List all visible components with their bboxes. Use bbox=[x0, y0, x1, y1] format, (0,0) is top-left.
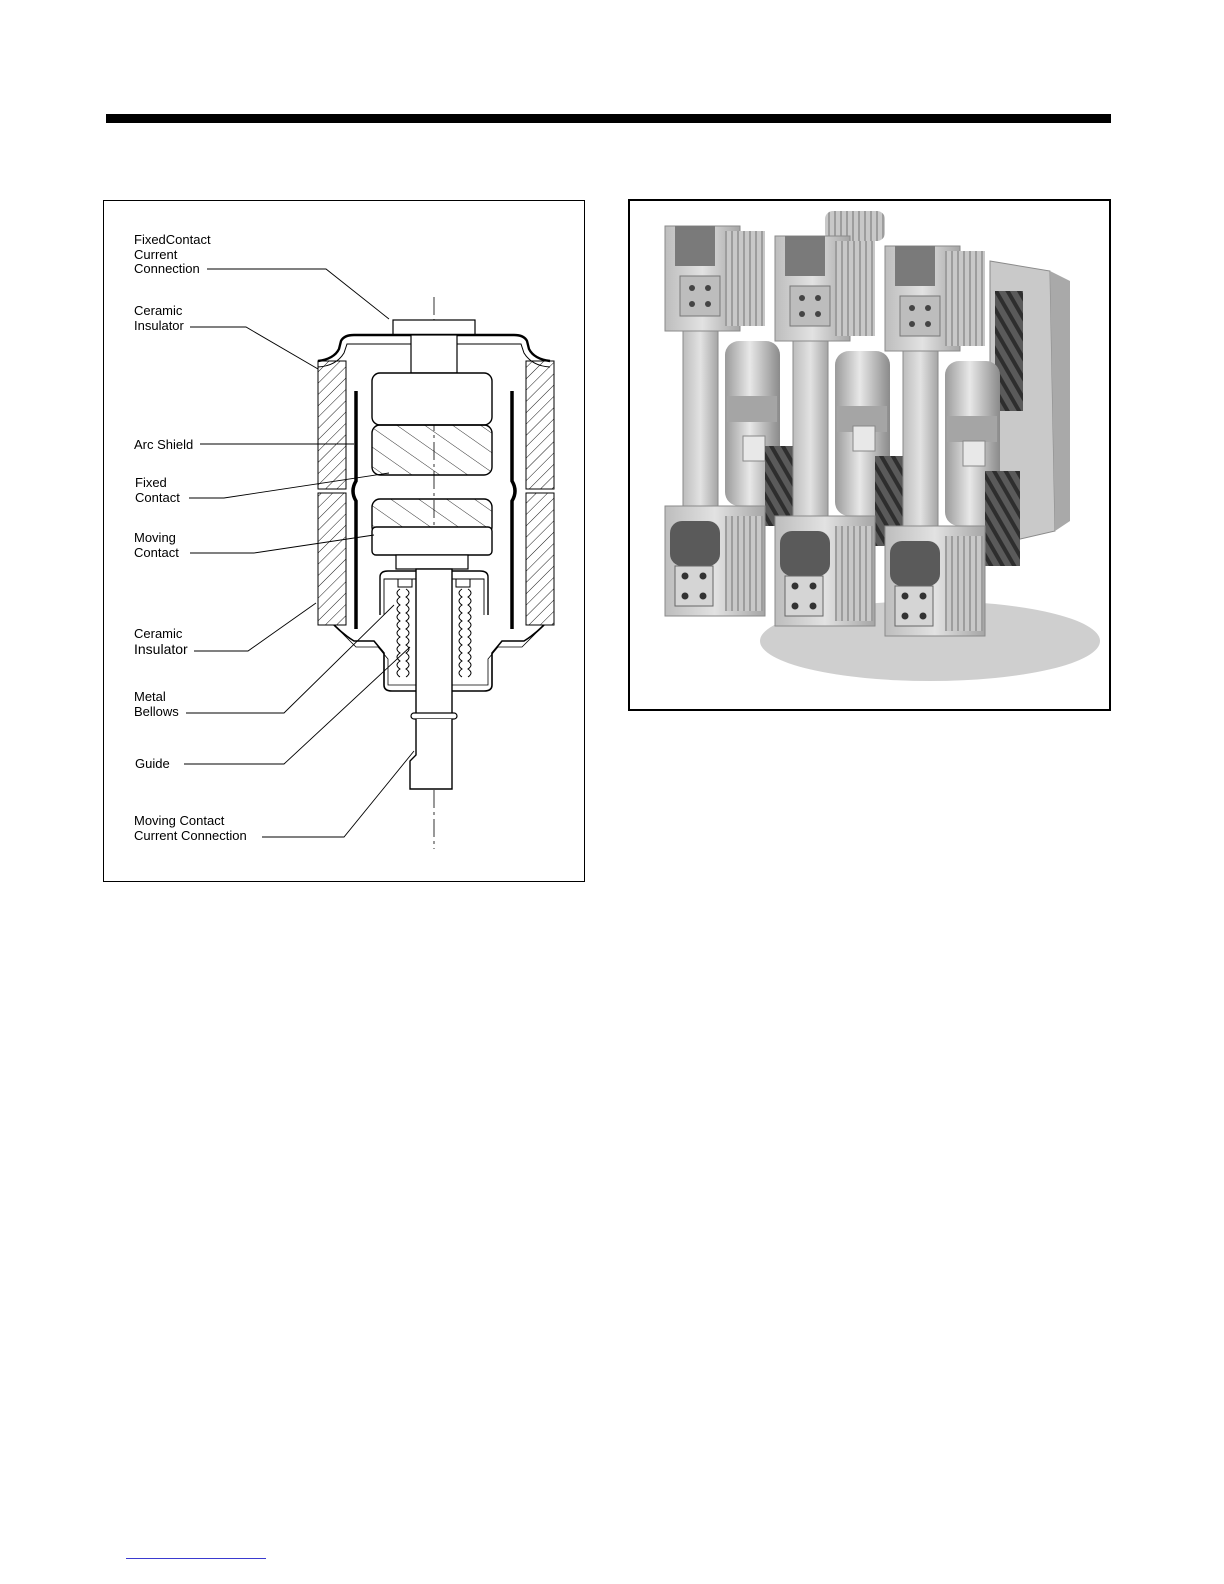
fixed-stem-cap bbox=[393, 320, 475, 335]
guide-right bbox=[456, 579, 470, 587]
label-line: Ceramic bbox=[134, 303, 183, 318]
label-ceramic-insulator-bottom bbox=[134, 627, 188, 656]
ceramic-wall-right-upper bbox=[526, 361, 554, 489]
moving-contact-body bbox=[372, 527, 492, 555]
label-moving-contact-current-connection bbox=[134, 814, 247, 843]
label-metal-bellows bbox=[134, 690, 179, 719]
top-rule bbox=[106, 114, 1111, 123]
label-line: FixedContact bbox=[134, 232, 211, 247]
fixed-contact-face bbox=[372, 425, 492, 475]
label-line: Current Connection bbox=[134, 827, 247, 843]
breaker-photo bbox=[628, 199, 1111, 711]
label-moving-contact bbox=[134, 531, 179, 560]
label-line: Connection bbox=[134, 261, 200, 276]
moving-stem-collar bbox=[396, 555, 468, 569]
arc-shield-left bbox=[353, 391, 356, 629]
ceramic-wall-left-lower bbox=[318, 493, 346, 625]
label-line: Insulator bbox=[134, 640, 188, 657]
guide-left bbox=[398, 579, 412, 587]
vacuum-interrupter-diagram bbox=[103, 200, 585, 882]
label-line: Moving bbox=[134, 530, 176, 545]
label-line: Fixed bbox=[135, 475, 167, 490]
ceramic-wall-left-upper bbox=[318, 361, 346, 489]
footer-link-underline[interactable] bbox=[126, 1558, 266, 1559]
breaker-illustration bbox=[630, 201, 1109, 709]
label-fixed-contact bbox=[135, 476, 180, 505]
label-line: Contact bbox=[134, 544, 179, 560]
label-line: Moving Contact bbox=[134, 813, 225, 828]
ceramic-wall-right-lower bbox=[526, 493, 554, 625]
moving-stem-end bbox=[410, 719, 452, 789]
label-fixed-contact-current-connection bbox=[134, 233, 211, 277]
label-line: Current bbox=[134, 246, 178, 262]
label-guide: Guide bbox=[135, 756, 170, 771]
label-ceramic-insulator-top bbox=[134, 304, 184, 333]
label-line: Bellows bbox=[134, 703, 179, 719]
label-line: Insulator bbox=[134, 317, 184, 333]
arc-shield-right bbox=[512, 391, 515, 629]
fixed-stem bbox=[411, 335, 457, 373]
stem-ring bbox=[411, 713, 457, 719]
moving-stem bbox=[416, 569, 452, 717]
label-arc-shield: Arc Shield bbox=[134, 437, 194, 452]
label-line: Contact bbox=[135, 489, 180, 505]
label-line: Ceramic bbox=[134, 626, 183, 641]
fixed-contact-body bbox=[372, 373, 492, 425]
label-line: Metal bbox=[134, 689, 166, 704]
